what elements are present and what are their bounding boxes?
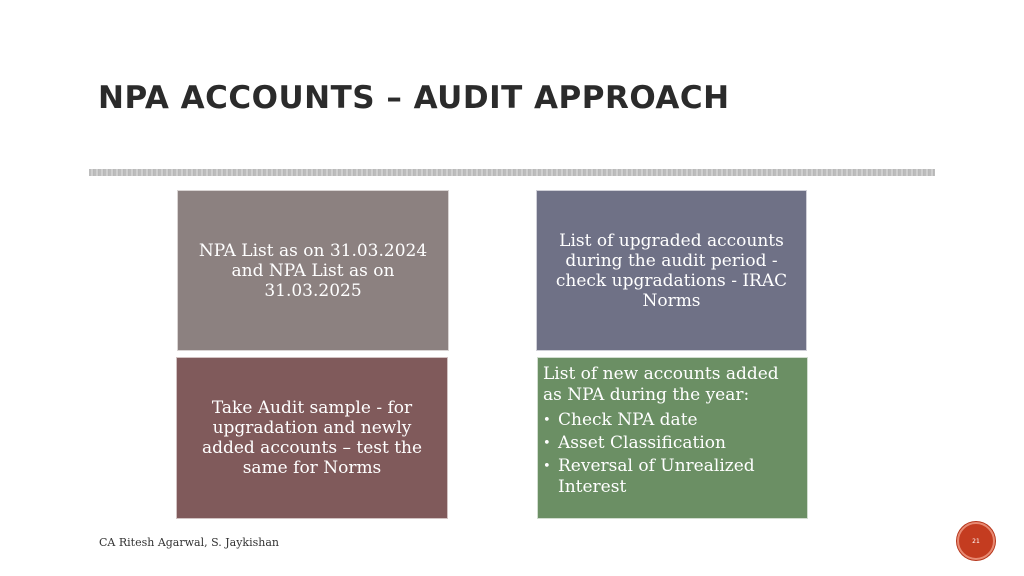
- bullet-icon: •: [543, 459, 551, 474]
- slide-footer: CA Ritesh Agarwal, S. Jaykishan: [99, 536, 279, 549]
- upgraded-accounts-box: [536, 190, 807, 351]
- npa-list-box: [177, 190, 449, 351]
- title-divider: [89, 169, 935, 176]
- audit-sample-box: [176, 357, 448, 519]
- npa-list-text: NPA List as on 31.03.2024 and NPA List as on 31.03.2025: [198, 240, 428, 301]
- list-item: • Check NPA date: [543, 410, 698, 430]
- page-number-badge: 21: [957, 522, 995, 560]
- bullet-icon: •: [543, 413, 551, 428]
- list-item: • Asset Classification: [543, 433, 726, 453]
- new-accounts-list: [543, 410, 799, 498]
- list-item: • Reversal of Unrealized Interest: [543, 456, 755, 497]
- audit-sample-text: Take Audit sample - for upgradation and newly added accounts – test the same for Norms: [201, 398, 423, 478]
- new-accounts-lead: List of new accounts added as NPA during the year:: [543, 364, 779, 405]
- slide-title: NPA ACCOUNTS – AUDIT APPROACH: [98, 80, 730, 116]
- bullet-icon: •: [543, 436, 551, 451]
- new-accounts-box: [537, 357, 808, 519]
- upgraded-accounts-text: List of upgraded accounts during the audit period - check upgradations - IRAC Norms: [555, 230, 788, 311]
